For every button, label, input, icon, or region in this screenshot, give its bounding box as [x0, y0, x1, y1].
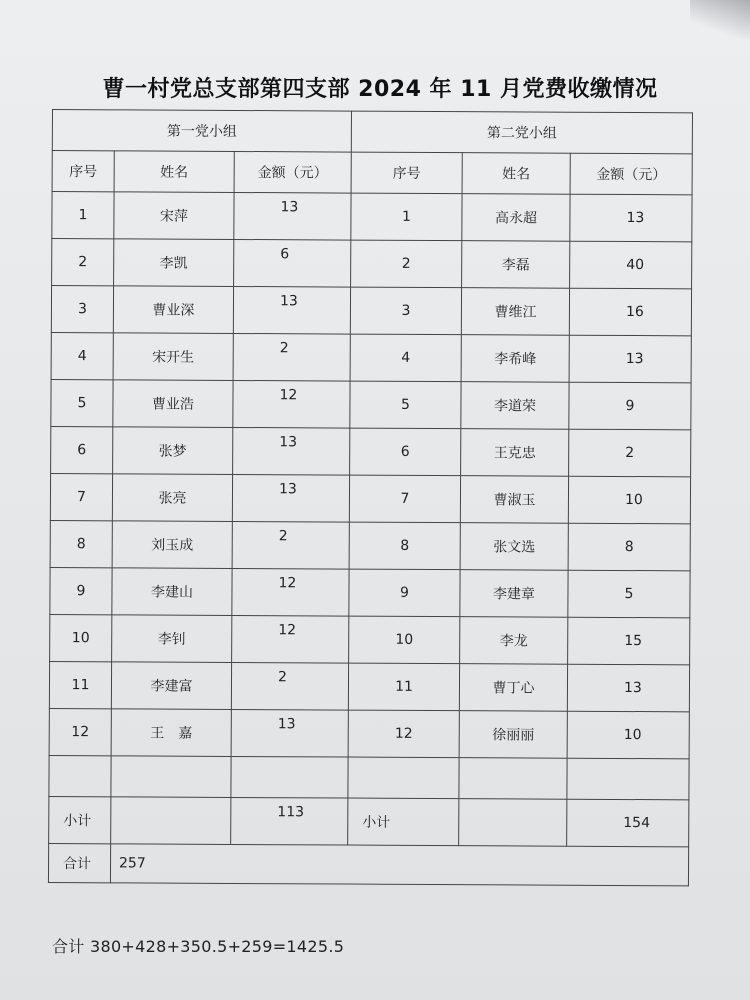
g2-subtotal-label: 小计	[348, 798, 459, 846]
table-row	[50, 473, 690, 523]
g1-row-no: 12	[49, 708, 111, 755]
g2-header-amount: 金额（元）	[570, 153, 692, 195]
g1-row-name: 曹业深	[113, 286, 233, 334]
g2-row-no: 2	[351, 240, 462, 288]
subtotal-row	[49, 796, 689, 846]
g2-row-no: 6	[350, 428, 461, 476]
g2-subtotal-value: 154	[567, 799, 689, 847]
g1-row-amount: 2	[233, 333, 350, 381]
table-row	[50, 614, 690, 664]
g1-row-name: 李建富	[111, 662, 231, 710]
g2-row-amount: 5	[568, 570, 690, 618]
table-row	[51, 379, 691, 429]
table-row	[52, 192, 692, 242]
g2-row-amount: 15	[568, 617, 690, 665]
table-row	[51, 332, 691, 382]
g1-row-amount: 13	[234, 192, 351, 240]
g1-row-amount: 13	[233, 286, 350, 334]
g2-row-name: 李龙	[460, 617, 568, 665]
g2-row-name: 李道荣	[461, 382, 569, 430]
table-row	[51, 286, 691, 336]
g1-header-name: 姓名	[114, 151, 234, 193]
g2-row-amount: 10	[567, 711, 689, 759]
g2-row-name: 徐丽丽	[459, 711, 567, 759]
document-title: 曹一村党总支部第四支部 2024 年 11 月党费收缴情况	[102, 77, 658, 102]
table-row	[51, 426, 691, 476]
empty-row	[49, 755, 689, 799]
g1-row-amount: 2	[231, 662, 348, 710]
g2-row-amount: 16	[569, 288, 691, 336]
g1-row-amount: 13	[232, 474, 349, 522]
table-row	[50, 520, 690, 570]
g1-row-amount: 13	[233, 427, 350, 475]
g2-row-name: 李希峰	[461, 335, 569, 383]
g1-row-name: 张亮	[112, 474, 232, 522]
g2-row-no: 8	[349, 522, 460, 570]
dues-table	[48, 109, 693, 886]
table-row	[49, 708, 689, 758]
g2-row-no: 7	[349, 475, 460, 523]
g1-row-name: 李钊	[112, 615, 232, 663]
g1-row-no: 11	[49, 661, 111, 708]
g1-header-no: 序号	[52, 151, 114, 192]
g1-row-no: 5	[51, 379, 113, 426]
g1-row-amount: 6	[234, 239, 351, 287]
g1-row-name: 宋萍	[114, 192, 234, 240]
total-row	[48, 843, 688, 885]
g1-row-no: 9	[50, 567, 112, 614]
table-row	[52, 239, 692, 289]
group-header-row	[52, 110, 692, 154]
g1-row-name: 宋开生	[113, 333, 233, 381]
g2-row-name: 张文选	[460, 523, 568, 571]
total-value: 257	[110, 844, 688, 886]
g2-row-name: 李建章	[460, 570, 568, 618]
g2-row-no: 3	[350, 287, 461, 335]
g2-row-no: 5	[350, 381, 461, 429]
group2-name: 第二党小组	[351, 111, 692, 154]
g1-row-amount: 12	[233, 380, 350, 428]
g1-row-amount: 12	[232, 568, 349, 616]
g2-row-name: 李磊	[462, 241, 570, 289]
total-label: 合计	[48, 843, 110, 882]
page-shadow	[690, 0, 750, 40]
table-row	[50, 567, 690, 617]
g2-row-no: 1	[351, 193, 462, 241]
g2-row-amount: 10	[568, 476, 690, 524]
g2-row-amount: 9	[569, 382, 691, 430]
g1-row-no: 8	[50, 520, 112, 567]
g1-row-amount: 12	[232, 615, 349, 663]
footer-total-note: 合计 380+428+350.5+259=1425.5	[52, 937, 345, 956]
g2-row-name: 曹丁心	[459, 664, 567, 712]
g1-row-name: 李凯	[114, 239, 234, 287]
g2-row-amount: 8	[568, 523, 690, 571]
table-row	[49, 661, 689, 711]
g2-row-amount: 2	[569, 429, 691, 477]
g1-subtotal-value: 113	[231, 797, 348, 845]
g1-row-no: 2	[52, 239, 114, 286]
g1-row-no: 1	[52, 192, 114, 239]
g2-row-no: 10	[349, 616, 460, 664]
g1-subtotal-label: 小计	[49, 796, 111, 843]
g1-row-name: 刘玉成	[112, 521, 232, 569]
g2-row-no: 12	[348, 710, 459, 758]
g1-header-amount: 金额（元）	[234, 151, 351, 193]
g1-row-no: 3	[51, 286, 113, 333]
g1-row-amount: 2	[232, 521, 349, 569]
g2-row-amount: 40	[570, 241, 692, 289]
g1-row-name: 曹业浩	[113, 380, 233, 428]
g1-row-no: 10	[50, 614, 112, 661]
g1-row-no: 4	[51, 332, 113, 379]
g2-row-name: 曹维江	[461, 288, 569, 336]
g2-row-name: 高永超	[462, 194, 570, 242]
g1-row-name: 李建山	[112, 568, 232, 616]
g2-row-name: 曹淑玉	[460, 476, 568, 524]
g1-row-no: 6	[51, 426, 113, 473]
g2-row-amount: 13	[570, 194, 692, 242]
g1-row-no: 7	[50, 473, 112, 520]
group1-name: 第一党小组	[52, 110, 351, 153]
g1-row-amount: 13	[231, 709, 348, 757]
g2-row-no: 9	[349, 569, 460, 617]
g2-row-name: 王克忠	[461, 429, 569, 477]
g1-row-name: 王 嘉	[111, 709, 231, 757]
g2-row-amount: 13	[567, 664, 689, 712]
g2-header-name: 姓名	[462, 153, 570, 195]
g2-row-no: 11	[348, 663, 459, 711]
g2-row-no: 4	[350, 334, 461, 382]
g2-header-no: 序号	[351, 152, 462, 194]
g1-row-name: 张梦	[113, 427, 233, 475]
g2-row-amount: 13	[569, 335, 691, 383]
column-header-row	[52, 151, 692, 195]
